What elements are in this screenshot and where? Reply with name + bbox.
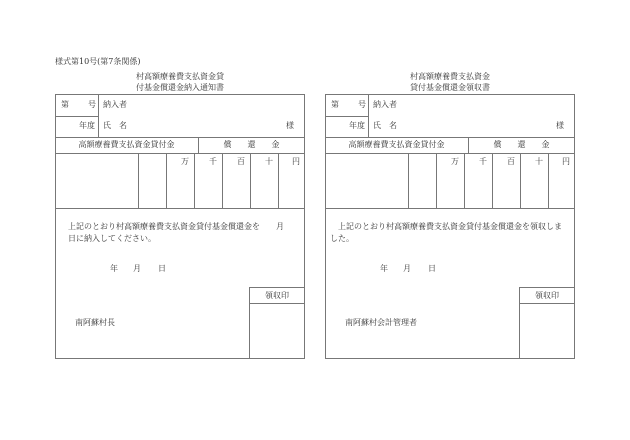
- name-label: 氏 名: [373, 121, 397, 130]
- divider: [325, 116, 368, 117]
- repay-header: 償 還 金: [223, 140, 280, 149]
- divider: [408, 153, 409, 208]
- message-line2: 日に納入してください。: [68, 234, 156, 243]
- date-0: 年: [380, 264, 388, 273]
- payer-label: 納入者: [103, 100, 127, 109]
- message-line1: 上記のとおり村高額療養費支払資金貸付基金償還金を領収しま: [338, 222, 562, 231]
- seal-label: 領収印: [265, 291, 289, 300]
- unit-label-4: 円: [562, 157, 570, 166]
- date-2: 日: [158, 264, 166, 273]
- divider: [55, 153, 305, 154]
- unit-label-1: 千: [209, 157, 217, 166]
- divider: [492, 153, 493, 208]
- form-title-line1: 村高額療養費支払資金: [410, 72, 490, 81]
- divider: [138, 153, 139, 208]
- seal-label: 領収印: [535, 291, 559, 300]
- message-line2: した。: [330, 234, 354, 243]
- nendo-label: 年度: [79, 121, 95, 130]
- unit-label-0: 万: [451, 157, 459, 166]
- unit-label-2: 百: [507, 157, 515, 166]
- issuer-name: 南阿蘇村会計管理者: [345, 318, 417, 327]
- divider: [194, 153, 195, 208]
- form-title-line1: 村高額療養費支払資金貸: [136, 72, 224, 81]
- divider: [464, 153, 465, 208]
- divider: [519, 303, 575, 304]
- divider: [98, 94, 99, 137]
- message-line1: 上記のとおり村高額療養費支払資金貸付基金償還金を 月: [68, 222, 284, 231]
- divider: [325, 153, 575, 154]
- divider: [325, 137, 575, 138]
- repay-header: 償 還 金: [493, 140, 550, 149]
- form-title-line2: 付基金償還金納入通知書: [136, 83, 224, 92]
- unit-label-2: 百: [237, 157, 245, 166]
- payer-label: 納入者: [373, 100, 397, 109]
- loan-header: 高額療養費支払資金貸付金: [348, 140, 445, 149]
- divider: [222, 153, 223, 208]
- date-0: 年: [110, 264, 118, 273]
- divider: [250, 153, 251, 208]
- divider: [249, 303, 305, 304]
- dai-label: 第: [331, 100, 339, 109]
- go-label: 号: [88, 100, 96, 109]
- sama-label: 様: [556, 121, 564, 130]
- divider: [55, 116, 98, 117]
- divider: [436, 153, 437, 208]
- go-label: 号: [358, 100, 366, 109]
- divider: [368, 94, 369, 137]
- form-title-line2: 貸付基金償還金領収書: [410, 83, 490, 92]
- date-1: 月: [403, 264, 411, 273]
- loan-header: 高額療養費支払資金貸付金: [78, 140, 175, 149]
- divider: [166, 153, 167, 208]
- issuer-name: 南阿蘇村長: [75, 318, 115, 327]
- divider: [325, 208, 575, 209]
- date-1: 月: [133, 264, 141, 273]
- divider: [520, 153, 521, 208]
- divider: [278, 153, 279, 208]
- divider: [55, 208, 305, 209]
- unit-label-0: 万: [181, 157, 189, 166]
- dai-label: 第: [61, 100, 69, 109]
- unit-label-1: 千: [479, 157, 487, 166]
- unit-label-4: 円: [292, 157, 300, 166]
- sama-label: 様: [286, 121, 294, 130]
- form-number: 様式第10号(第7条関係): [55, 57, 141, 66]
- divider: [548, 153, 549, 208]
- date-2: 日: [428, 264, 436, 273]
- name-label: 氏 名: [103, 121, 127, 130]
- unit-label-3: 十: [535, 157, 543, 166]
- unit-label-3: 十: [265, 157, 273, 166]
- divider: [55, 137, 305, 138]
- nendo-label: 年度: [349, 121, 365, 130]
